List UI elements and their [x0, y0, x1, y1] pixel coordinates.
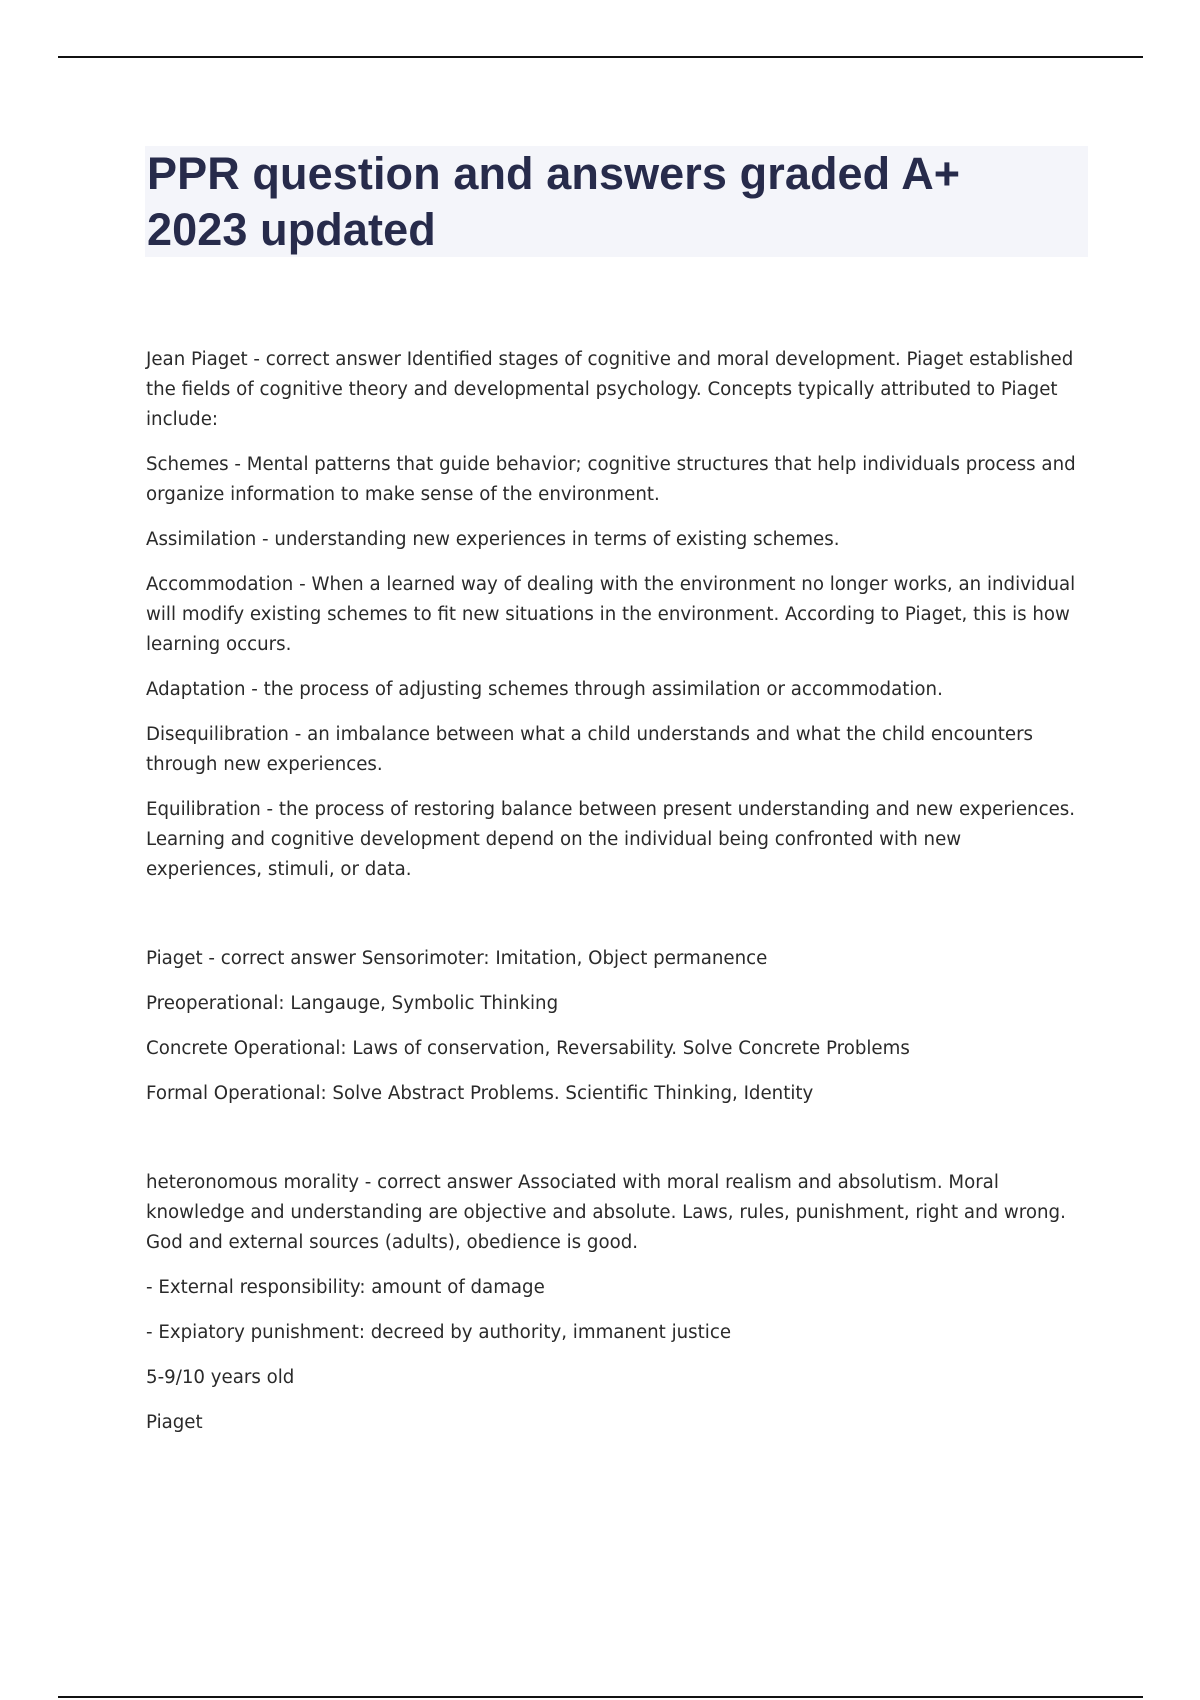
paragraph-accommodation: Accommodation - When a learned way of dealing with the environment no longer works, an individual will modify existing schemes to fit new situations in the environment. According to Piaget, this is how learning occurs. — [146, 574, 1076, 655]
document-body — [146, 345, 1081, 1453]
section-piaget-stages — [146, 944, 1081, 1109]
section-jean-piaget — [146, 345, 1081, 885]
document-title-line-1: PPR question and answers graded A+ — [147, 148, 961, 199]
paragraph-assimilation: Assimilation - understanding new experiences in terms of existing schemes. — [146, 529, 840, 550]
document-title-line-2: 2023 updated — [147, 204, 436, 255]
bottom-divider — [58, 1696, 1143, 1698]
section-spacer — [146, 900, 1081, 944]
paragraph-schemes: Schemes - Mental patterns that guide behavior; cognitive structures that help individuals process and organize information to make sense of the environment. — [146, 454, 1076, 505]
paragraph-heteronomous-morality: heteronomous morality - correct answer Associated with moral realism and absolutism. Moral knowledge and understanding are objective and absolute. Laws, rules, punishment, right and wrong. God and external sources (adults), obedience is good. — [146, 1172, 1066, 1253]
paragraph-external-responsibility: - External responsibility: amount of damage — [146, 1277, 545, 1298]
paragraph-piaget: Piaget — [146, 1412, 203, 1433]
paragraph-expiatory-punishment: - Expiatory punishment: decreed by authority, immanent justice — [146, 1322, 732, 1343]
paragraph-disequilibration: Disequilibration - an imbalance between what a child understands and what the child encounters through new experiences. — [146, 724, 1034, 775]
paragraph-jean-piaget: Jean Piaget - correct answer Identified stages of cognitive and moral development. Piaget established the fields of cognitive theory and developmental psychology. Concepts typically attributed to Piaget include: — [146, 349, 1074, 430]
paragraph-adaptation: Adaptation - the process of adjusting schemes through assimilation or accommodation. — [146, 679, 943, 700]
top-divider — [58, 56, 1143, 58]
section-heteronomous-morality — [146, 1168, 1081, 1438]
paragraph-preoperational: Preoperational: Langauge, Symbolic Thinking — [146, 993, 559, 1014]
paragraph-age-range: 5-9/10 years old — [146, 1367, 295, 1388]
section-spacer — [146, 1124, 1081, 1168]
title-block — [145, 146, 1088, 257]
paragraph-equilibration: Equilibration - the process of restoring balance between present understanding and new experiences. Learning and cognitive development depend on the individual being confronted with new experiences, stimuli, or data. — [146, 799, 1076, 880]
paragraph-concrete-operational: Concrete Operational: Laws of conservation, Reversability. Solve Concrete Problems — [146, 1038, 910, 1059]
paragraph-sensorimoter: Piaget - correct answer Sensorimoter: Imitation, Object permanence — [146, 948, 768, 969]
paragraph-formal-operational: Formal Operational: Solve Abstract Problems. Scientific Thinking, Identity — [146, 1083, 814, 1104]
